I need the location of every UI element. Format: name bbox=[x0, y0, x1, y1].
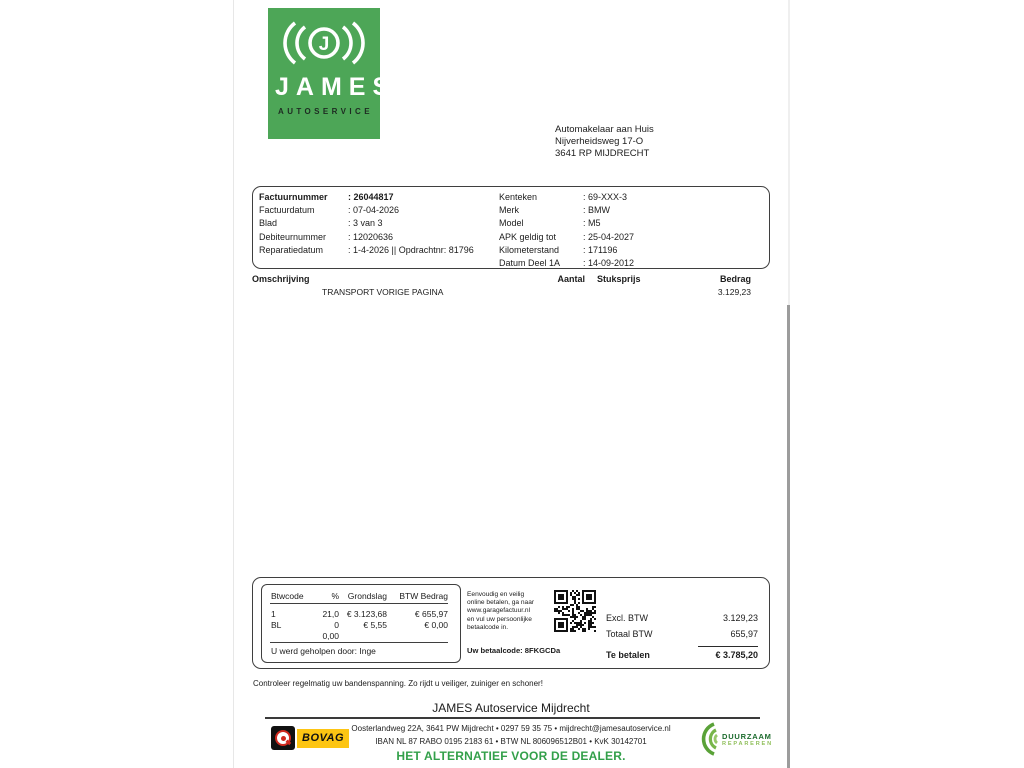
vat-row-code: 1 bbox=[271, 609, 276, 619]
page-left-edge bbox=[233, 0, 234, 768]
recipient-name: Automakelaar aan Huis bbox=[555, 124, 654, 135]
footer-contact-line2: IBAN NL 87 RABO 0195 2183 61 • BTW NL 806096512B01 • KvK 30142701 bbox=[375, 737, 647, 746]
vat-header-base: Grondslag bbox=[347, 591, 387, 601]
tyre-pressure-tip: Controleer regelmatig uw bandenspanning. Zo rijdt u veiliger, zuiniger en schoner! bbox=[253, 679, 543, 688]
recipient-street: Nijverheidsweg 17-O bbox=[555, 136, 644, 147]
vat-row-code: BL bbox=[271, 620, 282, 630]
invoice-info-box bbox=[252, 186, 770, 269]
info-row: Reparatiedatum : 1-4-2026 || Opdrachtnr: 81796 bbox=[259, 244, 474, 255]
recipient-address bbox=[555, 124, 654, 160]
footer-tagline: HET ALTERNATIEF VOOR DE DEALER. bbox=[396, 749, 626, 763]
vat-footer-rule bbox=[270, 642, 448, 643]
vat-row-amount: € 655,97 bbox=[414, 609, 448, 619]
vat-box bbox=[261, 584, 461, 663]
recipient-city: 3641 RP MIJDRECHT bbox=[555, 148, 650, 159]
info-row: Model : M5 bbox=[499, 218, 601, 229]
bovag-wordmark: BOVAG bbox=[297, 729, 349, 748]
qr-code bbox=[553, 589, 597, 633]
vat-row-base: € 3.123,68 bbox=[346, 609, 387, 619]
vat-header-code: Btwcode bbox=[271, 591, 304, 601]
item-description: TRANSPORT VORIGE PAGINA bbox=[322, 287, 444, 297]
totals-section-box bbox=[252, 577, 770, 669]
svg-text:J: J bbox=[318, 34, 330, 55]
excl-btw-value: 3.129,23 bbox=[722, 613, 758, 623]
helped-by-text: U werd geholpen door: Inge bbox=[271, 646, 376, 656]
item-amount: 3.129,23 bbox=[717, 287, 751, 297]
info-row: Factuurnummer : 26044817 bbox=[259, 192, 394, 202]
vat-header-pct: % bbox=[331, 591, 339, 601]
amount-due-value: € 3.785,20 bbox=[715, 650, 758, 660]
info-row: Kenteken : 69-XXX-3 bbox=[499, 192, 628, 202]
excl-btw-label: Excl. BTW bbox=[606, 613, 648, 623]
payment-code-text: Uw betaalcode: 8FKGCDa bbox=[467, 646, 561, 655]
info-row: Factuurdatum : 07-04-2026 bbox=[259, 205, 400, 216]
items-header-description: Omschrijving bbox=[252, 274, 310, 284]
footer-contact-line1: Oosterlandweg 22A, 3641 PW Mijdrecht • 0297 59 35 75 • mijdrecht@jamesautoservice.nl bbox=[351, 724, 671, 733]
invoice-info-left-column bbox=[259, 191, 474, 257]
footer-company-name: JAMES Autoservice Mijdrecht bbox=[432, 701, 590, 715]
totaal-btw-value: 655,97 bbox=[730, 629, 758, 639]
logo-subtitle-text: AUTOSERVICE bbox=[278, 107, 373, 116]
scrollbar-thumb[interactable] bbox=[787, 305, 790, 768]
footer-divider bbox=[265, 717, 760, 719]
invoice-info-right-column bbox=[499, 191, 634, 270]
info-row: Merk : BMW bbox=[499, 205, 610, 216]
vat-header-amount: BTW Bedrag bbox=[399, 591, 448, 601]
info-row: Debiteurnummer : 12020636 bbox=[259, 231, 394, 242]
items-header-amount: Bedrag bbox=[719, 274, 751, 284]
brake-disc-icon bbox=[268, 20, 380, 71]
vat-header-rule bbox=[270, 603, 448, 604]
totals-rule bbox=[698, 646, 758, 647]
vat-row-pct: 0 bbox=[334, 620, 339, 630]
duurzaam-wordmark-line1: DUURZAAM bbox=[722, 731, 772, 741]
info-row: APK geldig tot : 25-04-2027 bbox=[499, 231, 635, 242]
james-logo bbox=[268, 8, 397, 139]
vat-row-base: € 5,55 bbox=[363, 620, 387, 630]
vat-row-amount: € 0,00 bbox=[424, 620, 448, 630]
duurzaam-wordmark-line2: REPAREREN bbox=[722, 740, 773, 747]
logo-brand-text: JAMES bbox=[275, 73, 397, 101]
info-row: Datum Deel 1A : 14-09-2012 bbox=[499, 258, 635, 269]
vat-row-pct: 0,00 bbox=[322, 631, 339, 641]
info-row: Kilometerstand : 171196 bbox=[499, 244, 618, 255]
items-header-qty: Aantal bbox=[557, 274, 585, 284]
online-payment-text: Eenvoudig en veilig online betalen, ga naar www.garagefactuur.nl en vul uw persoonlijke betaalcode in. bbox=[467, 591, 535, 631]
items-header-unit-price: Stuksprijs bbox=[597, 274, 641, 284]
vat-row-pct: 21,0 bbox=[322, 609, 339, 619]
totaal-btw-label: Totaal BTW bbox=[606, 629, 653, 639]
info-row: Blad : 3 van 3 bbox=[259, 218, 383, 229]
amount-due-label: Te betalen bbox=[606, 650, 650, 660]
